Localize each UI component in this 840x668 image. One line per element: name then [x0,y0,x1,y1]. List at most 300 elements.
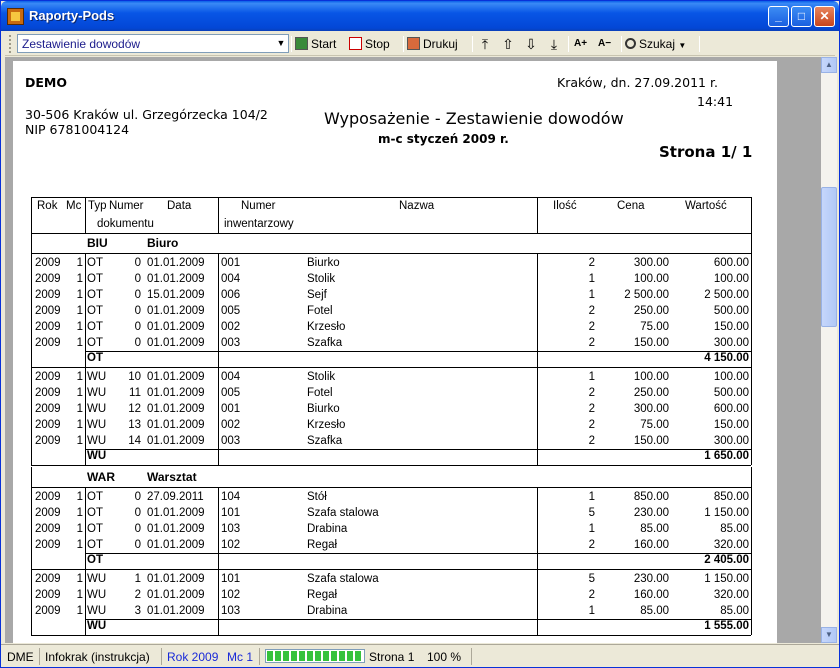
print-label: Drukuj [423,37,458,51]
stop-icon [349,37,362,50]
cell-ilosc: 2 [588,257,595,269]
cell-typ: WU [87,387,107,399]
cell-nazwa: Szafa stalowa [307,507,379,519]
scroll-thumb[interactable] [821,187,837,327]
cell-mc: 1 [76,321,83,333]
toolbar-separator [472,36,473,52]
header-ilosc: Ilość [553,200,577,212]
cell-cena: 100.00 [633,371,669,383]
cell-mc: 1 [76,387,83,399]
header-wartosc: Wartość [685,200,727,212]
cell-rok: 2009 [35,371,61,383]
header-data: Data [167,200,192,212]
cell-typ: WU [87,371,107,383]
table-column-rule [31,467,32,487]
cell-data: 01.01.2009 [147,403,205,415]
cell-numer: 0 [134,289,141,301]
status-instruction: Infokrak (instrukcja) [45,650,150,664]
cell-mc: 1 [76,589,83,601]
toolbar-separator [699,36,700,52]
cell-data: 01.01.2009 [147,523,205,535]
table-column-rule [85,487,86,569]
cell-typ: OT [87,337,103,349]
cell-wartosc: 100.00 [713,371,749,383]
block-bottom-rule [31,569,751,570]
cell-inw: 003 [221,337,241,349]
cell-cena: 160.00 [633,589,669,601]
cell-inw: 001 [221,257,241,269]
block-type-total: OT [87,554,103,566]
cell-wartosc: 320.00 [713,589,749,601]
next-page-icon[interactable]: ⇩ [525,36,537,52]
report-preview[interactable] [5,57,821,643]
cell-numer: 13 [128,419,141,431]
block-total: 1 555.00 [704,620,749,632]
subtotal-rule [85,619,751,620]
subtotal-rule [85,351,751,352]
table-column-rule [31,233,32,253]
cell-rok: 2009 [35,539,61,551]
cell-cena: 230.00 [633,507,669,519]
cell-rok: 2009 [35,321,61,333]
cell-nazwa: Stół [307,491,327,503]
status-bar [1,644,839,667]
cell-ilosc: 2 [588,539,595,551]
table-top-rule [31,197,751,198]
table-column-rule [218,367,219,465]
cell-numer: 14 [128,435,141,447]
report-page [13,61,777,643]
header-nazwa: Nazwa [399,200,435,212]
cell-nazwa: Szafka [307,435,343,447]
cell-inw: 004 [221,371,241,383]
cell-cena: 300.00 [633,403,669,415]
cell-mc: 1 [76,419,83,431]
cell-numer: 0 [134,337,141,349]
cell-numer: 0 [134,305,141,317]
app-icon [7,8,24,25]
font-increase-button[interactable]: A+ [574,38,588,49]
search-icon [625,38,636,49]
status-separator [259,648,260,665]
cell-wartosc: 300.00 [713,337,749,349]
cell-nazwa: Fotel [307,387,333,399]
cell-typ: OT [87,289,103,301]
cell-ilosc: 5 [588,507,595,519]
cell-wartosc: 85.00 [720,605,749,617]
start-button[interactable] [295,35,336,53]
block-type-total: WU [87,620,107,632]
cell-data: 01.01.2009 [147,337,205,349]
stop-button[interactable] [349,35,390,53]
cell-cena: 100.00 [633,273,669,285]
cell-rok: 2009 [35,337,61,349]
cell-mc: 1 [76,435,83,447]
table-column-rule [751,467,752,487]
cell-ilosc: 2 [588,435,595,447]
minimize-button[interactable]: _ [768,6,789,27]
cell-inw: 103 [221,523,241,535]
cell-inw: 101 [221,573,241,585]
start-icon [295,37,308,50]
cell-data: 01.01.2009 [147,507,205,519]
cell-wartosc: 320.00 [713,539,749,551]
cell-data: 01.01.2009 [147,387,205,399]
cell-numer: 0 [134,539,141,551]
block-bottom-rule [31,367,751,368]
cell-mc: 1 [76,289,83,301]
cell-typ: WU [87,435,107,447]
report-subtitle: m-c styczeń 2009 r. [378,132,509,146]
cell-nazwa: Drabina [307,523,348,535]
cell-cena: 160.00 [633,539,669,551]
cell-ilosc: 2 [588,589,595,601]
printer-icon [407,37,420,50]
cell-rok: 2009 [35,257,61,269]
group-rule [31,487,751,488]
report-title: Wyposażenie - Zestawienie dowodów [324,109,624,128]
cell-mc: 1 [76,257,83,269]
chevron-down-icon: ▼ [678,41,687,50]
cell-inw: 104 [221,491,241,503]
stop-label: Stop [365,37,390,51]
cell-inw: 004 [221,273,241,285]
toolbar [5,32,835,56]
block-bottom-rule [31,635,751,636]
cell-typ: OT [87,523,103,535]
cell-cena: 75.00 [640,419,669,431]
company-nip: NIP 6781004124 [25,122,130,137]
title-bar[interactable] [1,1,839,31]
cell-cena: 2 500.00 [624,289,669,301]
cell-wartosc: 500.00 [713,305,749,317]
table-column-rule [751,367,752,465]
cell-cena: 230.00 [633,573,669,585]
cell-rok: 2009 [35,491,61,503]
place-date: Kraków, dn. 27.09.2011 r. [557,75,718,90]
status-zoom: 100 % [427,650,462,664]
cell-wartosc: 100.00 [713,273,749,285]
cell-data: 01.01.2009 [147,589,205,601]
table-column-rule [537,197,538,233]
cell-ilosc: 2 [588,321,595,333]
cell-mc: 1 [76,539,83,551]
cell-typ: WU [87,589,107,601]
cell-rok: 2009 [35,419,61,431]
previous-page-icon[interactable]: ⇧ [502,36,514,52]
cell-numer: 1 [134,573,141,585]
header-numer: Numer [109,200,144,212]
cell-numer: 0 [134,507,141,519]
cell-typ: OT [87,305,103,317]
cell-inw: 003 [221,435,241,447]
block-total: 4 150.00 [704,352,749,364]
cell-numer: 2 [134,589,141,601]
cell-data: 01.01.2009 [147,321,205,333]
cell-wartosc: 500.00 [713,387,749,399]
cell-typ: WU [87,573,107,585]
status-separator [471,648,472,665]
cell-mc: 1 [76,523,83,535]
cell-rok: 2009 [35,305,61,317]
cell-nazwa: Biurko [307,257,340,269]
maximize-button[interactable]: □ [791,6,812,27]
block-bottom-rule [31,465,751,466]
cell-typ: WU [87,403,107,415]
cell-rok: 2009 [35,573,61,585]
header-bottom-rule [31,233,751,234]
table-column-rule [218,487,219,569]
status-year: Rok 2009 [167,650,219,664]
scroll-down-icon[interactable]: ▼ [821,627,837,643]
cell-inw: 002 [221,321,241,333]
cell-cena: 250.00 [633,387,669,399]
cell-cena: 850.00 [633,491,669,503]
cell-ilosc: 2 [588,403,595,415]
cell-numer: 3 [134,605,141,617]
cell-inw: 005 [221,305,241,317]
header-mc: Mc [66,200,82,212]
cell-rok: 2009 [35,403,61,415]
vertical-scrollbar[interactable] [821,57,837,643]
cell-nazwa: Sejf [307,289,327,301]
cell-inw: 005 [221,387,241,399]
cell-wartosc: 1 150.00 [704,573,749,585]
cell-inw: 102 [221,539,241,551]
cell-numer: 0 [134,273,141,285]
cell-rok: 2009 [35,435,61,447]
cell-wartosc: 600.00 [713,257,749,269]
cell-ilosc: 2 [588,419,595,431]
company-name: DEMO [25,75,67,90]
cell-numer: 12 [128,403,141,415]
cell-typ: WU [87,605,107,617]
cell-mc: 1 [76,371,83,383]
group-code: WAR [87,470,115,484]
status-dme: DME [7,650,34,664]
toolbar-separator [403,36,404,52]
group-name: Biuro [147,236,179,250]
cell-data: 01.01.2009 [147,605,205,617]
cell-nazwa: Drabina [307,605,348,617]
status-separator [161,648,162,665]
block-total: 1 650.00 [704,450,749,462]
cell-nazwa: Stolik [307,371,336,383]
cell-data: 01.01.2009 [147,371,205,383]
toolbar-separator [291,36,292,52]
group-code: BIU [87,236,108,250]
cell-wartosc: 2 500.00 [704,289,749,301]
cell-typ: OT [87,321,103,333]
cell-cena: 75.00 [640,321,669,333]
cell-wartosc: 150.00 [713,321,749,333]
cell-rok: 2009 [35,523,61,535]
cell-numer: 0 [134,257,141,269]
table-column-rule [31,569,32,635]
cell-nazwa: Regał [307,589,338,601]
cell-rok: 2009 [35,605,61,617]
cell-data: 01.01.2009 [147,435,205,447]
cell-rok: 2009 [35,289,61,301]
cell-typ: WU [87,419,107,431]
cell-ilosc: 1 [588,491,595,503]
cell-nazwa: Biurko [307,403,340,415]
header-typ: Typ [88,200,107,212]
table-column-rule [751,233,752,253]
cell-ilosc: 2 [588,305,595,317]
cell-inw: 101 [221,507,241,519]
cell-cena: 150.00 [633,435,669,447]
group-rule [31,253,751,254]
report-time: 14:41 [697,94,734,109]
table-column-rule [85,253,86,367]
close-button[interactable]: ✕ [814,6,835,27]
block-type-total: OT [87,352,103,364]
cell-wartosc: 600.00 [713,403,749,415]
cell-data: 01.01.2009 [147,305,205,317]
cell-ilosc: 1 [588,605,595,617]
font-decrease-button[interactable]: A− [598,38,612,49]
last-page-icon[interactable]: ⤓ [550,36,558,52]
cell-inw: 102 [221,589,241,601]
cell-numer: 11 [129,387,141,399]
table-column-rule [31,487,32,569]
table-column-rule [31,197,32,233]
table-column-rule [31,253,32,367]
cell-data: 27.09.2011 [147,491,204,503]
cell-data: 01.01.2009 [147,539,205,551]
header-dokumentu: dokumentu [97,218,154,230]
company-address: 30-506 Kraków ul. Grzegórzecka 104/2 [25,107,268,122]
status-separator [39,648,40,665]
cell-mc: 1 [76,403,83,415]
table-column-rule [537,569,538,635]
first-page-icon[interactable]: ⤒ [481,36,489,52]
cell-ilosc: 1 [588,523,595,535]
header-numer-inw: Numer [241,200,276,212]
table-column-rule [751,487,752,569]
table-column-rule [751,253,752,367]
table-column-rule [31,367,32,465]
cell-typ: OT [87,273,103,285]
search-label: Szukaj [639,37,676,51]
cell-rok: 2009 [35,273,61,285]
cell-mc: 1 [76,491,83,503]
cell-wartosc: 1 150.00 [704,507,749,519]
cell-ilosc: 2 [588,337,595,349]
cell-nazwa: Regał [307,539,338,551]
chevron-down-icon[interactable]: ▼ [276,38,286,48]
cell-inw: 103 [221,605,241,617]
cell-cena: 85.00 [640,605,669,617]
progress-fill [267,651,363,661]
scroll-up-icon[interactable]: ▲ [821,57,837,73]
report-select[interactable] [17,34,289,53]
cell-mc: 1 [76,273,83,285]
cell-cena: 150.00 [633,337,669,349]
table-column-rule [218,253,219,367]
cell-numer: 0 [134,523,141,535]
cell-typ: OT [87,257,103,269]
cell-typ: OT [87,491,103,503]
table-column-rule [751,197,752,233]
cell-nazwa: Fotel [307,305,333,317]
cell-typ: OT [87,539,103,551]
cell-nazwa: Szafka [307,337,343,349]
status-month: Mc 1 [227,650,254,664]
table-column-rule [537,253,538,367]
block-type-total: WU [87,450,107,462]
cell-rok: 2009 [35,507,61,519]
cell-nazwa: Krzesło [307,321,346,333]
cell-numer: 10 [128,371,141,383]
cell-ilosc: 5 [588,573,595,585]
cell-ilosc: 1 [588,371,595,383]
table-column-rule [218,197,219,233]
cell-typ: OT [87,507,103,519]
toolbar-separator [568,36,569,52]
subtotal-rule [85,449,751,450]
cell-ilosc: 1 [588,289,595,301]
cell-mc: 1 [76,305,83,317]
table-column-rule [537,487,538,569]
cell-data: 15.01.2009 [147,289,205,301]
cell-nazwa: Krzesło [307,419,346,431]
status-page: Strona 1 [369,650,415,664]
cell-nazwa: Stolik [307,273,336,285]
table-column-rule [85,569,86,635]
cell-cena: 300.00 [633,257,669,269]
start-label: Start [311,37,337,51]
subtotal-rule [85,553,751,554]
search-button[interactable] [625,35,686,53]
cell-numer: 0 [134,491,141,503]
cell-cena: 85.00 [640,523,669,535]
header-cena: Cena [617,200,645,212]
table-column-rule [85,197,86,233]
cell-rok: 2009 [35,387,61,399]
cell-inw: 002 [221,419,241,431]
cell-rok: 2009 [35,589,61,601]
table-column-rule [218,569,219,635]
table-column-rule [537,367,538,465]
cell-cena: 250.00 [633,305,669,317]
table-column-rule [85,367,86,465]
cell-wartosc: 85.00 [720,523,749,535]
cell-inw: 006 [221,289,241,301]
page-number: Strona 1/ 1 [659,143,753,161]
cell-nazwa: Szafa stalowa [307,573,379,585]
cell-data: 01.01.2009 [147,257,205,269]
cell-mc: 1 [76,573,83,585]
block-total: 2 405.00 [704,554,749,566]
toolbar-grip-icon[interactable] [9,35,12,53]
cell-mc: 1 [76,605,83,617]
window-title: Raporty-Pods [29,8,115,23]
cell-ilosc: 1 [588,273,595,285]
header-inwentarzowy: inwentarzowy [224,218,294,230]
report-select-value: Zestawienie dowodów [22,37,141,51]
group-name: Warsztat [147,470,197,484]
cell-data: 01.01.2009 [147,273,205,285]
print-button[interactable] [407,35,458,53]
cell-wartosc: 150.00 [713,419,749,431]
toolbar-separator [621,36,622,52]
table-column-rule [751,569,752,635]
cell-wartosc: 300.00 [713,435,749,447]
cell-wartosc: 850.00 [713,491,749,503]
header-rok: Rok [37,200,58,212]
